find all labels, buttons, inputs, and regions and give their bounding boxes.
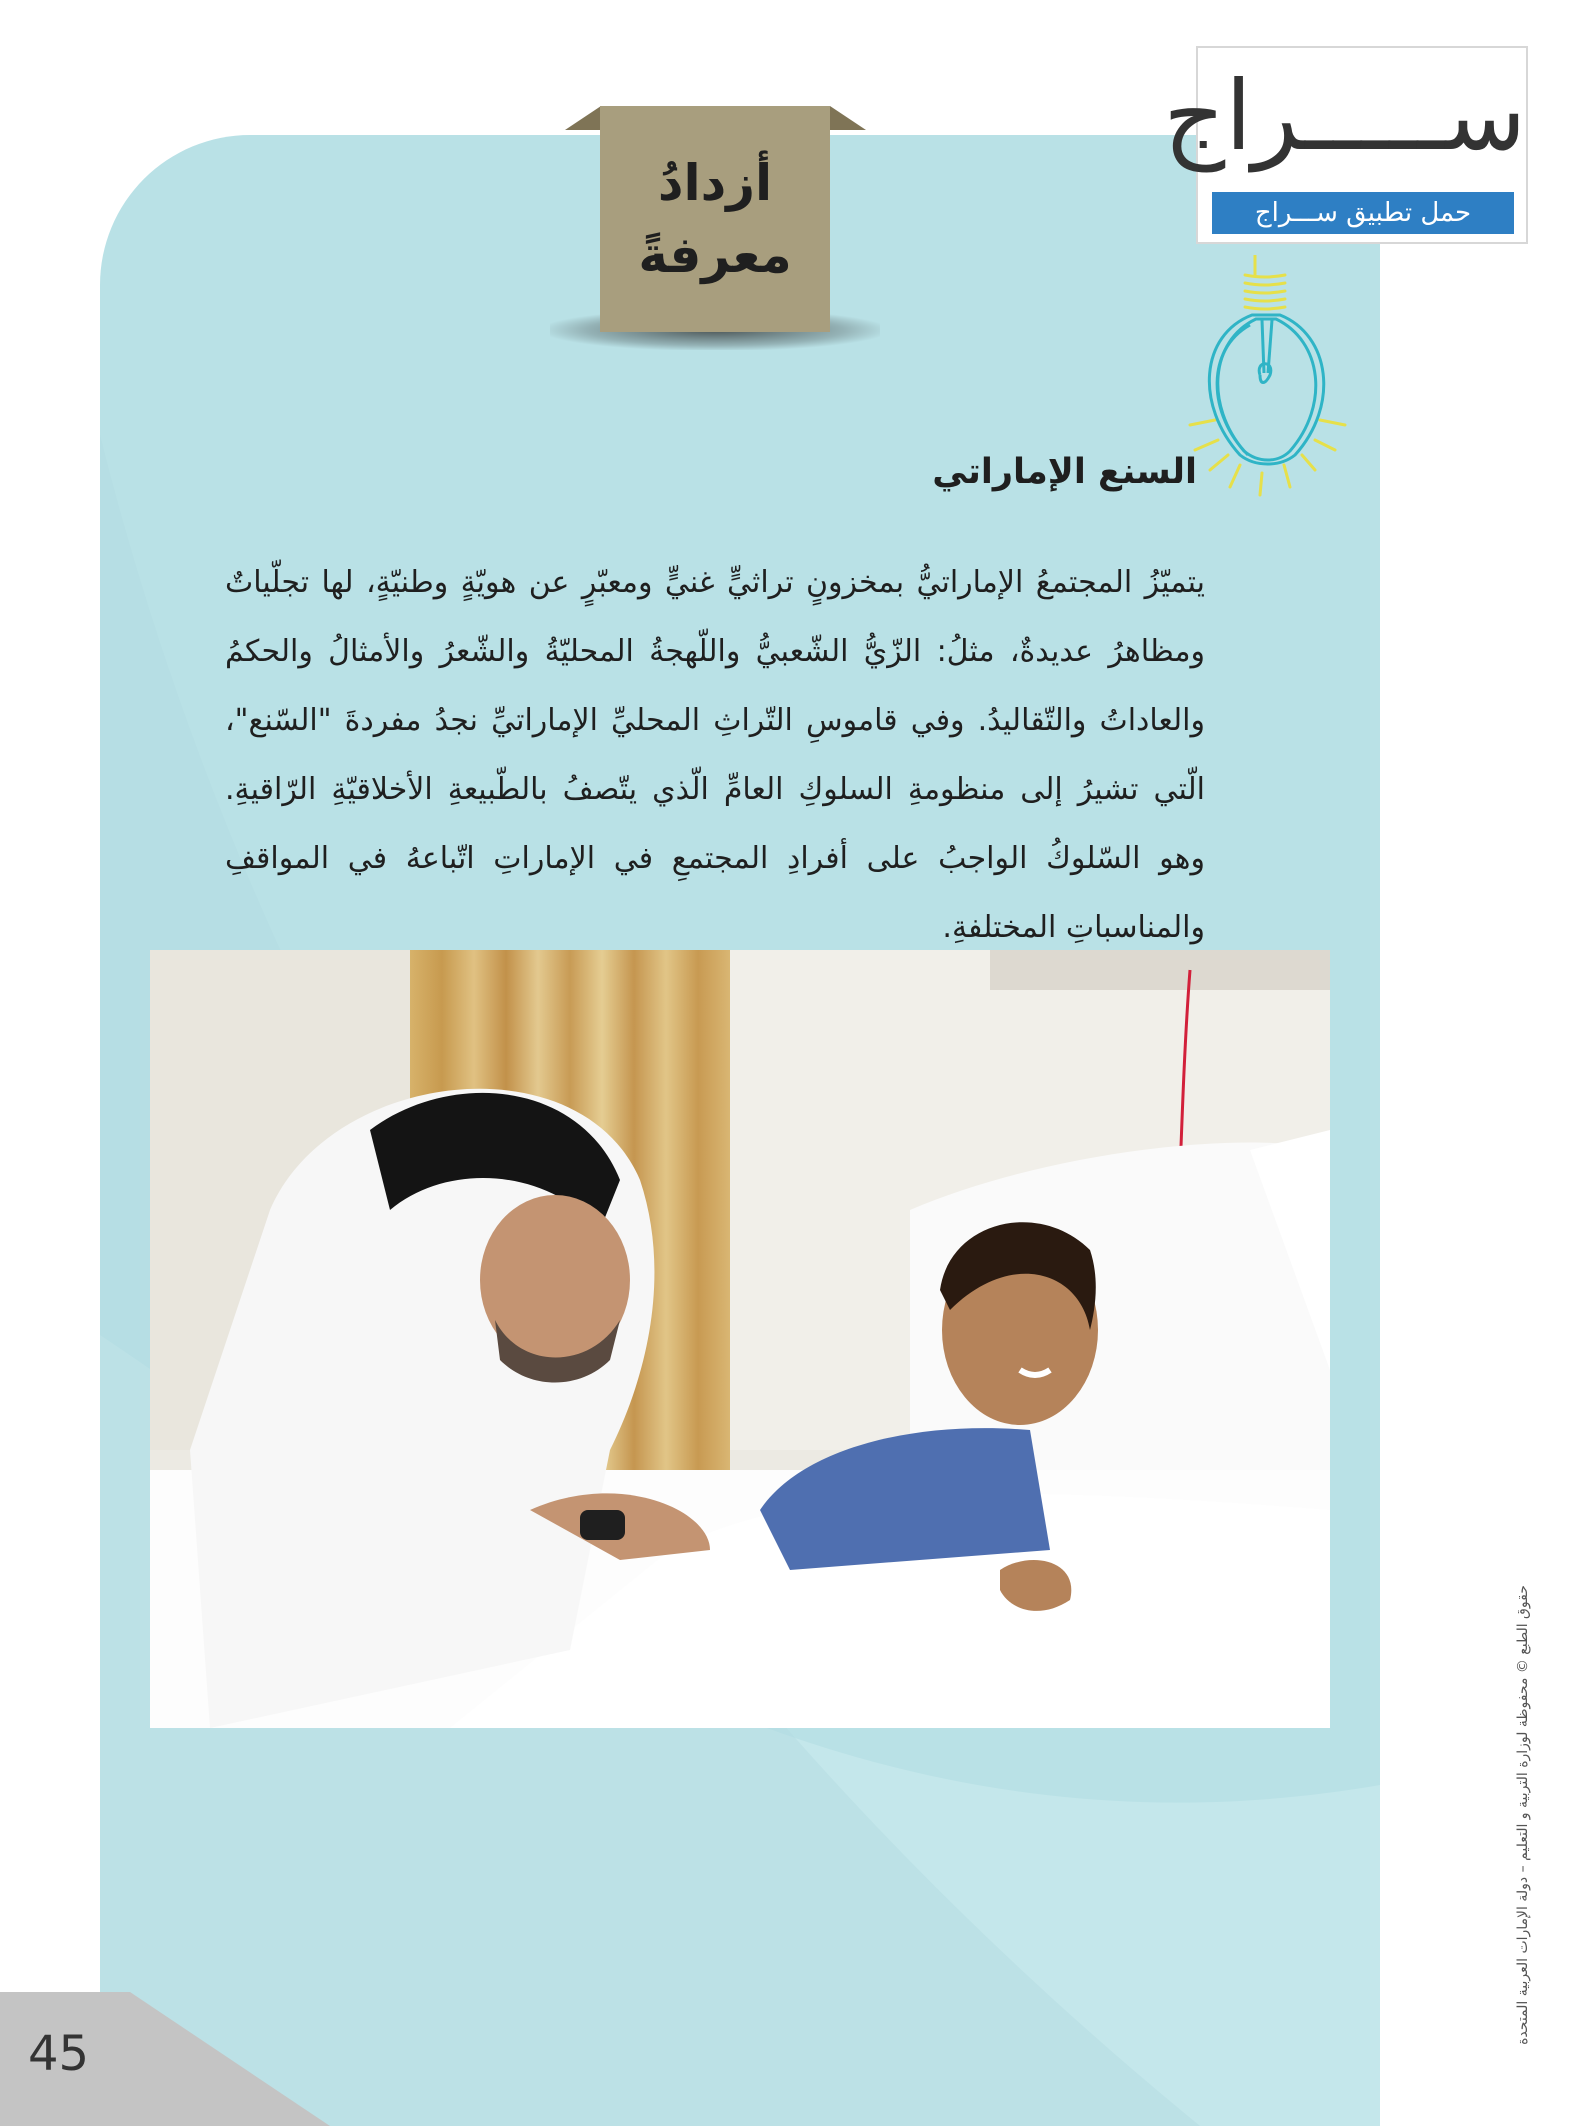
logo-tagline: حمل تطبيق ســـراج	[1212, 192, 1514, 234]
section-heading: السنع الإماراتي	[932, 452, 1197, 492]
tab-fold-left	[565, 106, 601, 130]
copyright-notice: حقوق الطبع © محفوظة لوزارة التربية و التعليم – دولة الإمارات العربية المتحدة	[1515, 1585, 1531, 2045]
tab-title-line2: معرفةً	[638, 226, 792, 284]
section-tab	[600, 106, 830, 332]
hospital-visit-photo	[150, 950, 1330, 1728]
tab-fold-right	[830, 106, 866, 130]
page-number: 45	[28, 2026, 90, 2082]
logo-word: ســـــراج	[1163, 60, 1526, 172]
page-number-tab-slant	[130, 1992, 330, 2126]
siraj-logo[interactable]	[1163, 46, 1528, 244]
body-paragraph: يتميّزُ المجتمعُ الإماراتيُّ بمخزونٍ تراثيٍّ غنيٍّ ومعبّرٍ عن هويّةٍ وطنيّةٍ، لها تجلّياتٌ ومظاهرُ عديدةٌ، مثلُ: الزّيُّ الشّعبيُّ واللّهجةُ المحليّةُ والشّعرُ والأمثالُ والحكمُ والعاداتُ والتّقاليدُ. وفي قاموسِ التّراثِ المحليِّ الإماراتيِّ نجدُ مفردةَ "السّنع"، الّتي تشيرُ إلى منظومةِ السلوكِ العامِّ الّذي يتّصفُ بالطّبيعةِ الأخلاقيّةِ الرّاقيةِ. وهو السّلوكُ الواجبُ على أفرادِ المجتمعِ في الإماراتِ اتّباعهُ في المواقفِ والمناسباتِ المختلفةِ.	[225, 565, 1205, 945]
tab-title-line1: أزدادُ	[657, 154, 773, 212]
photo-illustration	[150, 950, 1330, 1728]
